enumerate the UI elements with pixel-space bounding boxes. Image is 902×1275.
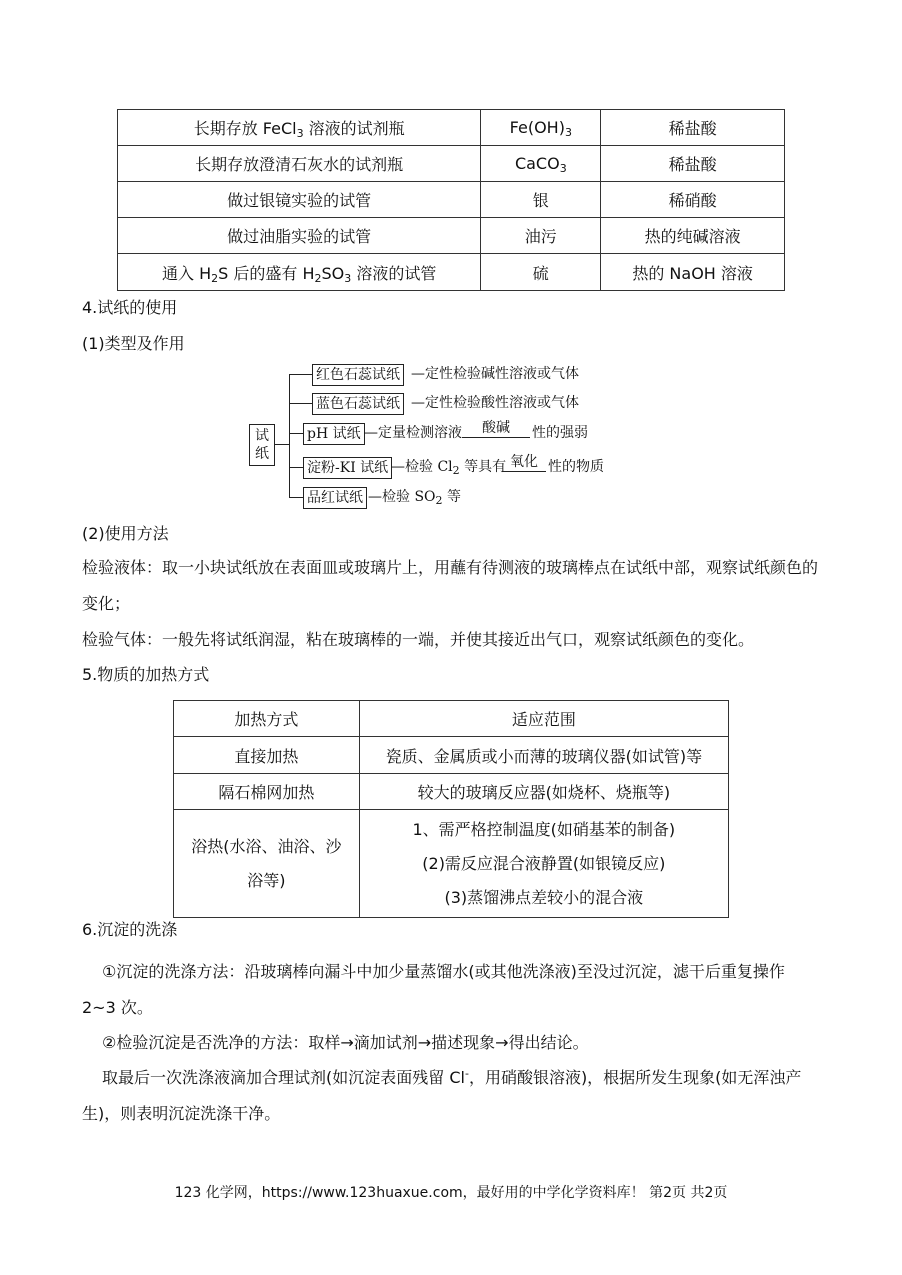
connector xyxy=(289,433,303,434)
section-4-sub1: (1)类型及作用 xyxy=(82,334,185,353)
cleaning-table xyxy=(117,109,785,291)
page-footer: 123 化学网，https://www.123huaxue.com，最好用的中学化学资料库！ 第2页 共2页 xyxy=(174,1185,728,1201)
check-example: 取最后一次洗涤液滴加合理试剂(如沉淀表面残留 Cl-，用硝酸银溶液)，根据所发生现象(如无浑浊产生)，则表明沉淀洗涤干净。 xyxy=(82,1067,802,1123)
table-cell: 直接加热 xyxy=(174,737,360,774)
table-row xyxy=(174,774,729,810)
section-6-title: 6.沉淀的洗涤 xyxy=(82,920,178,939)
connector xyxy=(289,467,303,468)
table-cell: 浴热(水浴、油浴、沙 浴等) xyxy=(174,810,360,918)
table-row xyxy=(174,810,729,918)
table-cell: 稀硝酸 xyxy=(601,182,785,218)
table-row xyxy=(118,182,785,218)
wash-method: ①沉淀的洗涤方法：沿玻璃棒向漏斗中加少量蒸馏水(或其他洗涤液)至没过沉淀，滤干后重复操作 2~3 次。 xyxy=(82,962,785,1017)
branch-box-magenta: 品红试纸 xyxy=(303,487,367,509)
branch-text-ph: —定量检测溶液 xyxy=(364,425,462,441)
table-cell: $Fe(OH)_3$ xyxy=(481,110,601,146)
table-cell: 瓷质、金属质或小而薄的玻璃仪器(如试管)等 xyxy=(359,737,728,774)
table-row xyxy=(118,110,785,146)
liquid-method: 检验液体：取一小块试纸放在表面皿或玻璃片上，用蘸有待测液的玻璃棒点在试纸中部，观察试纸颜色的变化； xyxy=(82,558,819,613)
table-row xyxy=(118,254,785,291)
table-cell: 做过油脂实验的试管 xyxy=(118,218,481,254)
section-4-title: 4.试纸的使用 xyxy=(82,298,178,317)
table-cell: 热的纯碱溶液 xyxy=(601,218,785,254)
table-cell: 做过银镜实验的试管 xyxy=(118,182,481,218)
branch-text-blue-litmus: —定性检验酸性溶液或气体 xyxy=(411,395,579,411)
table-cell: CaCO$_3$ xyxy=(481,146,601,182)
gas-method: 检验气体：一般先将试纸润湿，粘在玻璃棒的一端，并使其接近出气口，观察试纸颜色的变化。 xyxy=(82,630,755,649)
table-row xyxy=(174,737,729,774)
table-cell: 油污 xyxy=(481,218,601,254)
table-header: 适应范围 xyxy=(359,701,728,737)
connector xyxy=(275,444,289,445)
connector xyxy=(289,497,303,498)
table-cell: 硫 xyxy=(481,254,601,291)
connector xyxy=(289,374,312,375)
table-cell: 稀盐酸 xyxy=(601,110,785,146)
diagram-root-box: 试 纸 xyxy=(249,424,275,466)
branch-text-starch-ki: —检验 $Cl_2$ 等具有 xyxy=(391,459,507,477)
branch-text-magenta: —检验 $SO_2$ 等 xyxy=(368,489,461,507)
table-cell: 长期存放澄清石灰水的试剂瓶 xyxy=(118,146,481,182)
table-header: 加热方式 xyxy=(174,701,360,737)
table-cell: 较大的玻璃反应器(如烧杯、烧瓶等) xyxy=(359,774,728,810)
table-cell: 隔石棉网加热 xyxy=(174,774,360,810)
branch-text-red-litmus: —定性检验碱性溶液或气体 xyxy=(411,366,579,382)
table-cell: 长期存放 FeCl$_3$ 溶液的试剂瓶 xyxy=(118,110,481,146)
table-cell: 稀盐酸 xyxy=(601,146,785,182)
section-5-title: 5.物质的加热方式 xyxy=(82,665,210,684)
table-row xyxy=(118,146,785,182)
check-method: ②检验沉淀是否洗净的方法：取样→滴加试剂→描述现象→得出结论。 xyxy=(102,1033,589,1052)
branch-box-starch-ki: 淀粉-KI 试纸 xyxy=(303,457,392,479)
branch-fill-starch-ki: 氧化 xyxy=(502,453,546,472)
connector xyxy=(289,403,312,404)
table-cell: 通入 $H_2S$ 后的盛有 $H_2SO_3$ 溶液的试管 xyxy=(118,254,481,291)
branch-tail-ph: 性的强弱 xyxy=(532,425,588,441)
table-cell: 1、需严格控制温度(如硝基苯的制备) (2)需反应混合液静置(如银镜反应) (3)蒸馏沸点差较小的混合液 xyxy=(359,810,728,918)
heating-table xyxy=(173,700,729,918)
table-cell: 热的 NaOH 溶液 xyxy=(601,254,785,291)
branch-box-blue-litmus: 蓝色石蕊试纸 xyxy=(312,393,404,415)
table-row xyxy=(174,701,729,737)
table-cell: 银 xyxy=(481,182,601,218)
branch-box-red-litmus: 红色石蕊试纸 xyxy=(312,364,404,386)
branch-fill-ph: 酸碱 xyxy=(462,419,530,438)
branch-box-ph: pH 试纸 xyxy=(303,423,365,445)
table-row xyxy=(118,218,785,254)
connector xyxy=(289,374,290,498)
branch-tail-starch-ki: 性的物质 xyxy=(548,459,604,475)
section-4-sub2: (2)使用方法 xyxy=(82,524,169,543)
